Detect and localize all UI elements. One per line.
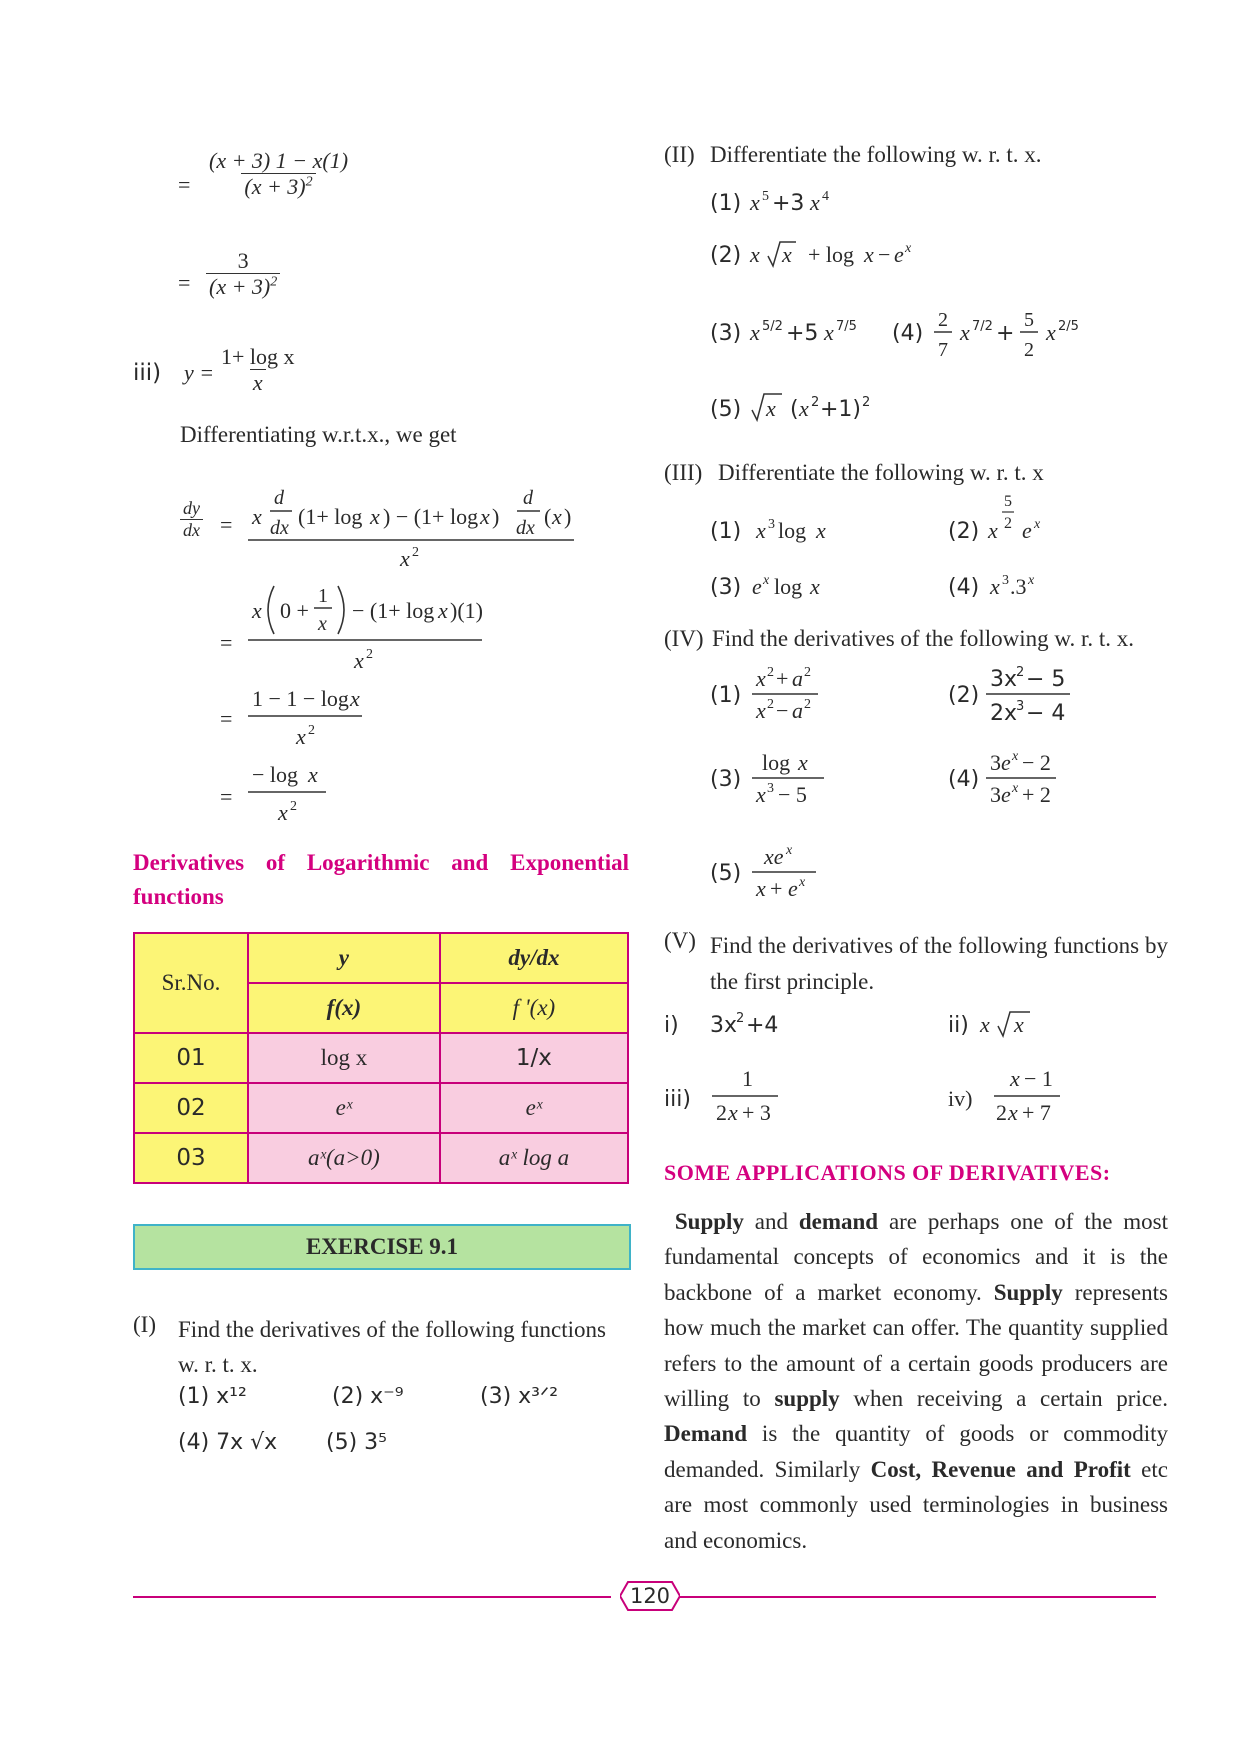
question-text: Differentiate the following w. r. t. x.	[710, 142, 1042, 167]
svg-text:(2): (2)	[710, 243, 742, 268]
svg-text:+: +	[776, 666, 789, 691]
eq-sign: =	[178, 270, 191, 295]
svg-text:log: log	[778, 518, 807, 543]
svg-text:3: 3	[1016, 699, 1025, 714]
header-fx: f(x)	[248, 983, 440, 1033]
question-text: Find the derivatives of the following w. r. t. x.	[712, 626, 1135, 651]
svg-text:a: a	[792, 666, 803, 691]
svg-text:x: x	[756, 782, 766, 807]
svg-text:+ log: + log	[808, 242, 855, 267]
footer-line-left	[133, 1596, 611, 1598]
svg-text:2/5: 2/5	[1058, 319, 1079, 334]
svg-text:x: x	[370, 504, 380, 529]
svg-text:(3): (3)	[710, 767, 742, 792]
quotient-rule-expression	[240, 478, 590, 578]
svg-text:x: x	[990, 574, 1000, 599]
dx: dx	[180, 519, 203, 541]
svg-text:x: x	[308, 762, 318, 787]
svg-text:(4): (4)	[948, 575, 980, 600]
svg-text:(4): (4)	[948, 767, 980, 792]
svg-text:+1): +1)	[820, 397, 862, 422]
exponent: 2	[270, 274, 278, 290]
svg-text:x: x	[318, 613, 327, 635]
svg-text:4: 4	[822, 189, 829, 204]
svg-text:x: x	[1010, 1066, 1020, 1091]
svg-text:log: log	[774, 574, 803, 599]
header-srno: Sr.No.	[134, 933, 248, 1033]
svg-text:2: 2	[1016, 665, 1025, 680]
svg-text:x: x	[905, 241, 912, 256]
result-expression	[240, 756, 340, 828]
svg-text:e: e	[752, 574, 762, 599]
svg-text:log: log	[762, 750, 791, 775]
svg-text:1 − 1 − log: 1 − 1 − log	[252, 686, 349, 711]
row-number: 02	[134, 1083, 248, 1133]
svg-text:x: x	[824, 320, 834, 345]
svg-text:x: x	[1008, 1100, 1018, 1125]
svg-text:(1): (1)	[710, 191, 742, 216]
simplify-step1-expression	[240, 572, 500, 682]
svg-text:+ 7: + 7	[1022, 1100, 1051, 1125]
svg-text:3: 3	[1002, 573, 1009, 588]
svg-text:d: d	[274, 487, 284, 509]
svg-text:5: 5	[762, 189, 769, 204]
svg-text:e: e	[1001, 750, 1011, 775]
svg-text:x: x	[810, 190, 820, 215]
svg-text:): )	[492, 504, 500, 529]
svg-text:− 2: − 2	[1022, 750, 1051, 775]
svg-text:2: 2	[736, 1011, 745, 1026]
question-item: (1) x¹²	[178, 1384, 247, 1409]
svg-text:a: a	[792, 698, 803, 723]
svg-text:1: 1	[742, 1066, 753, 1091]
header-dydx: dy/dx	[440, 933, 628, 983]
svg-text:x: x	[750, 320, 760, 345]
svg-text:x: x	[1046, 320, 1056, 345]
svg-text:x: x	[350, 686, 360, 711]
question-label: (III)	[664, 460, 703, 485]
svg-text:− 5: − 5	[1026, 667, 1066, 692]
svg-text:7: 7	[938, 339, 948, 361]
question-text: Find the derivatives of the following functions by the first principle.	[710, 933, 1168, 994]
svg-text:x: x	[798, 750, 808, 775]
svg-text:x: x	[480, 504, 490, 529]
svg-text:3x: 3x	[990, 667, 1018, 692]
svg-text:i): i)	[664, 1013, 679, 1038]
svg-text:(1): (1)	[710, 519, 742, 544]
svg-text:x: x	[763, 573, 770, 588]
svg-text:): )	[564, 504, 572, 529]
svg-text:x: x	[552, 504, 562, 529]
dy-dx	[180, 498, 203, 540]
svg-text:− 4: − 4	[1026, 701, 1066, 726]
svg-text:x: x	[810, 574, 820, 599]
row-fx: aˣ(a>0)	[248, 1133, 440, 1183]
svg-text:x: x	[988, 518, 998, 543]
dy: dy	[183, 498, 200, 518]
svg-text:xe: xe	[764, 844, 784, 869]
svg-text:(3): (3)	[710, 321, 742, 346]
applications-heading: SOME APPLICATIONS OF DERIVATIVES:	[664, 1160, 1111, 1185]
exercise-title: EXERCISE 9.1	[133, 1224, 631, 1270]
question-ii-items	[700, 180, 1180, 440]
svg-text:e: e	[1022, 518, 1032, 543]
svg-text:2: 2	[308, 723, 315, 738]
svg-text:ii): ii)	[948, 1013, 969, 1038]
row-number: 03	[134, 1133, 248, 1183]
svg-text:+: +	[996, 321, 1015, 346]
svg-text:−: −	[878, 242, 891, 267]
svg-text:x: x	[750, 190, 760, 215]
svg-text:2: 2	[1024, 339, 1034, 361]
fraction-part3	[218, 344, 298, 396]
svg-text:dx: dx	[516, 517, 535, 539]
svg-text:x: x	[1028, 573, 1035, 588]
svg-text:x: x	[816, 518, 826, 543]
header-y: y	[248, 933, 440, 983]
svg-text:3x: 3x	[710, 1013, 738, 1038]
svg-text:− 1: − 1	[1024, 1066, 1053, 1091]
svg-text:x: x	[354, 648, 364, 673]
svg-text:2: 2	[938, 309, 948, 331]
question-text: Differentiate the following w. r. t. x	[718, 460, 1044, 485]
svg-text:−: −	[776, 698, 789, 723]
question-label: (I)	[133, 1312, 156, 1337]
svg-text:7/5: 7/5	[836, 319, 857, 334]
svg-text:x: x	[296, 724, 306, 749]
svg-text:x: x	[1012, 749, 1019, 764]
svg-text:x: x	[438, 598, 448, 623]
svg-text:2x: 2x	[990, 701, 1018, 726]
row-fx: log x	[248, 1033, 440, 1083]
svg-text:x: x	[252, 598, 262, 623]
svg-text:x: x	[799, 396, 809, 421]
svg-text:x: x	[799, 875, 806, 890]
svg-text:)(1): )(1)	[450, 598, 483, 623]
svg-text:x: x	[1012, 781, 1019, 796]
row-fx: eˣ	[248, 1083, 440, 1133]
svg-text:3: 3	[767, 781, 774, 796]
row-fpx: eˣ	[440, 1083, 628, 1133]
svg-text:2: 2	[290, 799, 297, 814]
svg-text:+: +	[770, 876, 783, 901]
svg-text:− 5: − 5	[778, 782, 807, 807]
svg-text:e: e	[788, 876, 798, 901]
eq-sign: =	[178, 172, 191, 197]
svg-text:2: 2	[767, 697, 774, 712]
svg-text:e: e	[894, 242, 904, 267]
svg-text:+ 2: + 2	[1022, 782, 1051, 807]
row-fpx: aˣ log a	[440, 1133, 628, 1183]
y-equals: y =	[184, 360, 215, 385]
svg-text:+ 3: + 3	[742, 1100, 771, 1125]
svg-text:x: x	[756, 698, 766, 723]
part-label: iii)	[133, 360, 162, 386]
question-v-items	[660, 1002, 1180, 1142]
svg-text:x: x	[728, 1100, 738, 1125]
svg-text:iii): iii)	[664, 1087, 691, 1112]
svg-text:.3: .3	[1010, 574, 1027, 599]
svg-text:1: 1	[318, 585, 328, 607]
svg-text:2: 2	[996, 1100, 1007, 1125]
svg-text:2: 2	[811, 395, 820, 410]
svg-text:x: x	[756, 666, 766, 691]
svg-text:(: (	[544, 504, 552, 529]
question-item: (3) x³ᐟ²	[480, 1384, 559, 1409]
fraction-step1	[206, 148, 351, 200]
simplify-step2-expression	[240, 680, 370, 752]
question-text: Find the derivatives of the following functions w. r. t. x.	[178, 1317, 606, 1377]
question-item: (2) x⁻⁹	[332, 1384, 404, 1409]
svg-text:− (1+ log: − (1+ log	[352, 598, 435, 623]
svg-text:+3: +3	[772, 191, 805, 216]
numerator: 3	[237, 248, 249, 273]
svg-text:x: x	[756, 876, 766, 901]
svg-text:x: x	[960, 320, 970, 345]
svg-text:(1): (1)	[710, 683, 742, 708]
svg-text:5/2: 5/2	[762, 319, 783, 334]
svg-text:+4: +4	[746, 1013, 779, 1038]
fraction-step2	[206, 248, 280, 300]
svg-text:x: x	[400, 546, 410, 571]
svg-text:(2): (2)	[948, 683, 980, 708]
svg-text:(4): (4)	[892, 321, 924, 346]
svg-text:x: x	[252, 504, 262, 529]
svg-text:x: x	[750, 242, 760, 267]
svg-text:3: 3	[990, 750, 1001, 775]
applications-paragraph: Supply and demand are perhaps one of the most fundamental concepts of economics and it is the backbone of a market economy. Supply represents how much the market can offer. The quantity supplied refers to the amount of a certain goods producers are willing to supply when receiving a certain price. Demand is the quantity of goods or commodity demanded. Similarly Cost, Revenue and Profit etc are most commonly used terminologies in business and economics.	[664, 1209, 1169, 1553]
svg-text:(3): (3)	[710, 575, 742, 600]
svg-text:d: d	[523, 487, 533, 509]
svg-text:3: 3	[990, 782, 1001, 807]
svg-text:− log: − log	[252, 762, 299, 787]
svg-text:7/2: 7/2	[972, 319, 993, 334]
denominator: (x + 3)	[209, 274, 271, 300]
svg-text:(5): (5)	[710, 861, 742, 886]
section-heading: Derivatives of Logarithmic and Exponential functions	[133, 850, 629, 909]
svg-text:) − (1+ log: ) − (1+ log	[383, 504, 479, 529]
svg-text:2: 2	[366, 647, 373, 662]
question-label: (II)	[664, 142, 695, 167]
question-item: (4) 7x √x	[178, 1430, 278, 1455]
svg-text:2: 2	[804, 665, 811, 680]
svg-text:x: x	[766, 396, 776, 421]
svg-text:2: 2	[1004, 515, 1012, 532]
page-number: 120	[629, 1584, 671, 1608]
header-fpx: f '(x)	[440, 983, 628, 1033]
eq-sign: =	[220, 630, 233, 655]
question-label: (IV)	[664, 626, 704, 651]
svg-text:2: 2	[412, 545, 419, 560]
eq-sign: =	[220, 512, 233, 537]
numerator: 1+ log x	[221, 344, 295, 369]
svg-text:x: x	[980, 1012, 990, 1037]
svg-text:x: x	[864, 242, 874, 267]
derivatives-table	[133, 932, 629, 1184]
svg-text:3: 3	[768, 517, 775, 532]
svg-text:2: 2	[716, 1100, 727, 1125]
eq-sign: =	[220, 706, 233, 731]
eq-sign: =	[220, 784, 233, 809]
svg-text:5: 5	[1024, 309, 1034, 331]
svg-text:iv): iv)	[948, 1086, 973, 1111]
denominator: x	[250, 369, 266, 395]
svg-text:x: x	[1034, 517, 1041, 532]
numerator: (x + 3) 1 − x(1)	[209, 148, 349, 173]
denominator: (x + 3)	[244, 174, 306, 200]
svg-text:2: 2	[862, 395, 871, 410]
diff-line: Differentiating w.r.t.x., we get	[180, 422, 457, 447]
question-iii-items	[700, 488, 1180, 608]
svg-text:5: 5	[1004, 493, 1012, 510]
row-fpx: 1/x	[440, 1033, 628, 1083]
row-number: 01	[134, 1033, 248, 1083]
exponent: 2	[305, 174, 313, 190]
question-label: (V)	[664, 928, 696, 953]
svg-text:(5): (5)	[710, 397, 742, 422]
svg-text:x: x	[756, 518, 766, 543]
question-item: (5) 3⁵	[326, 1430, 387, 1455]
svg-text:0 +: 0 +	[280, 598, 309, 623]
svg-text:(1+ log: (1+ log	[298, 504, 363, 529]
svg-text:2: 2	[767, 665, 774, 680]
svg-text:(2): (2)	[948, 519, 980, 544]
svg-text:x: x	[1014, 1012, 1024, 1037]
svg-text:+5: +5	[786, 321, 819, 346]
svg-text:e: e	[1001, 782, 1011, 807]
question-iv-items	[700, 656, 1180, 916]
svg-text:x: x	[782, 242, 792, 267]
svg-text:x: x	[278, 800, 288, 825]
svg-text:(: (	[790, 397, 799, 422]
svg-text:dx: dx	[270, 517, 289, 539]
svg-text:x: x	[786, 843, 793, 858]
footer-line-right	[680, 1596, 1156, 1598]
svg-text:2: 2	[804, 697, 811, 712]
